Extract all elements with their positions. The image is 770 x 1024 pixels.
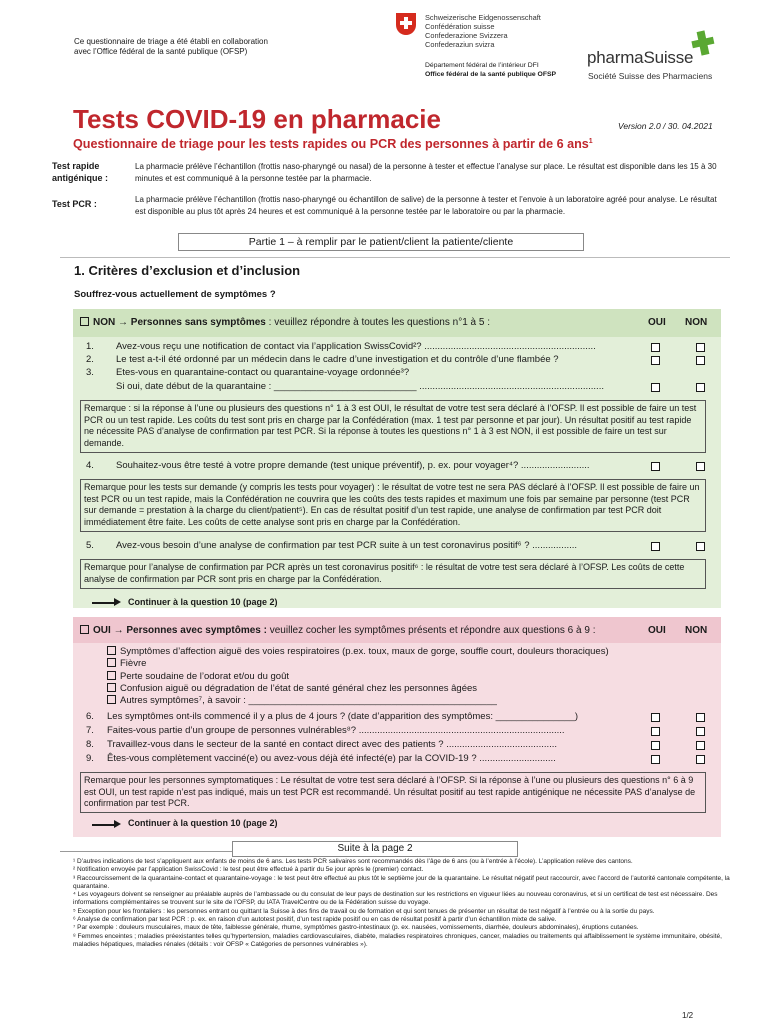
symptom-item[interactable]: Autres symptômes⁷, à savoir : _______________________________________________ — [107, 695, 609, 707]
oui-checkbox[interactable] — [80, 625, 89, 634]
q7-oui-checkbox[interactable] — [651, 727, 660, 736]
q4-oui-checkbox[interactable] — [651, 462, 660, 471]
col-oui-header-2: OUI — [648, 625, 666, 636]
q7-non-checkbox[interactable] — [696, 727, 705, 736]
page-subtitle: Questionnaire de triage pour les tests rapides ou PCR des personnes à partir de 6 ans$^1$ — [73, 137, 593, 151]
page-number: 1/2 — [682, 1011, 694, 1020]
confederation-lines: Schweizerische Eidgenossenschaft Confédération suisse Confederazione Svizzera Confederaziun svizra — [425, 13, 541, 49]
symptom-item[interactable]: Fièvre — [107, 658, 609, 670]
symptom-item[interactable]: Confusion aiguë ou dégradation de l’état de santé général chez les personnes âgées — [107, 683, 609, 695]
continue-link[interactable]: Continuer à la question 10 (page 2) — [128, 597, 278, 607]
q8-non-checkbox[interactable] — [696, 741, 705, 750]
symptoms-question: Souffrez-vous actuellement de symptômes ? — [74, 289, 276, 300]
arrow-head-icon — [114, 820, 121, 828]
footnote: ⁴ Les voyageurs doivent se renseigner au préalable auprès de l’ambassade ou du consulat de leur pays de destination sur les restrictions en vigueur liées au nouveau coronavirus, et si un certificat de test est nécessaire. Des informations complémentaires se trouvent sur le site de l’OFSP, du IATA TravelCentre ou de la Fédération suisse du voyage. — [73, 891, 718, 907]
q3-oui-checkbox[interactable] — [651, 383, 660, 392]
next-page-banner[interactable]: Suite à la page 2 — [232, 841, 518, 857]
q8-oui-checkbox[interactable] — [651, 741, 660, 750]
col-non-header-2: NON — [685, 625, 708, 636]
arrow-head-icon — [114, 598, 121, 606]
col-non-header: NON — [685, 317, 708, 328]
definition-term-rapid: Test rapide antigénique : — [52, 161, 108, 183]
definition-text-pcr: La pharmacie prélève l’échantillon (frottis naso-pharyngé ou échantillon de salive) de la personne à tester et l’envoie à un laboratoire agréé pour analyse. Le résultat est disponible au plus tôt après 24 heures et est communiqué à la personne testée par le laboratoire ou par la pharmacie. — [135, 195, 717, 216]
pharmasuisse-cross-icon — [690, 29, 716, 59]
pharmasuisse-logo: pharmaSuisse — [587, 48, 694, 67]
footnote: ² Notification envoyée par l’application SwissCovid : le test peut être effectué à partir du 5e jour après le (premier) contact. — [73, 866, 424, 874]
col-oui-header: OUI — [648, 317, 666, 328]
q3-non-checkbox[interactable] — [696, 383, 705, 392]
q6-oui-checkbox[interactable] — [651, 713, 660, 722]
definition-text-rapid: La pharmacie prélève l’échantillon (frottis naso-pharyngé ou nasal) de la personne à tester et effectue l’analyse sur place. Le résultat est disponible dans les 15 à 30 minutes et est communiqué à la personne testée par la pharmacie. — [135, 162, 717, 183]
swiss-flag-icon — [396, 13, 416, 35]
footnote: ⁵ Exception pour les frontaliers : les personnes entrant ou quittant la Suisse à des fins de travail ou de formation et qui sont tenues de présenter un résultat de test négatif à l’entrée ou à la sortie du pays. — [73, 907, 655, 915]
q9-oui-checkbox[interactable] — [651, 755, 660, 764]
non-header: NON → Personnes sans symptômes : veuillez répondre à toutes les questions n°1 à 5 : — [80, 317, 490, 328]
symptom-item[interactable]: Symptômes d’affection aiguë des voies respiratoires (p.ex. toux, maux de gorge, souffle court, douleurs thoraciques) — [107, 646, 609, 658]
q9-non-checkbox[interactable] — [696, 755, 705, 764]
footnotes — [73, 858, 731, 949]
symptom-item[interactable]: Perte soudaine de l’odorat et/ou du goût — [107, 671, 609, 683]
q2-non-checkbox[interactable] — [696, 356, 705, 365]
footnote: ³ Raccourcissement de la quarantaine-contact et quarantaine-voyage : le test peut être effectué au plus tôt le septième jour de la quarantaine. Le résultat négatif peut raccourcir, avec l’accord de l’autorité cantonale compétente, la quarantaine. — [73, 874, 730, 890]
department-lines: Département fédéral de l’intérieur DFI Office fédéral de la santé publique OFSP — [425, 62, 557, 78]
remark-4: Remarque pour les personnes symptomatiques : Le résultat de votre test sera déclaré à l’OFSP. Si la réponse à l’une ou plusieurs des questions n° 6 à 9 est OUI, un test rapide n’est pas indiqué, mais un test PCR est recommandé. Un résultat positif au test rapide antigénique ne nécessite PAS d’analyse de confirmation par test PCR. — [80, 772, 706, 813]
q6-non-checkbox[interactable] — [696, 713, 705, 722]
continue-link-2[interactable]: Continuer à la question 10 (page 2) — [128, 818, 278, 828]
q2-oui-checkbox[interactable] — [651, 356, 660, 365]
q1-oui-checkbox[interactable] — [651, 343, 660, 352]
section-title: 1. Critères d’exclusion et d’inclusion — [74, 263, 301, 278]
arrow-icon — [92, 824, 116, 826]
remark-3: Remarque pour l’analyse de confirmation par PCR après un test coronavirus positif⁶ : le résultat de votre test sera déclaré à l’OFSP. Les coûts de cette analyse de confirmation par PCR sont pris en charge par la Confédération. — [80, 559, 706, 589]
divider — [60, 257, 730, 258]
non-checkbox[interactable] — [80, 317, 89, 326]
q1-non-checkbox[interactable] — [696, 343, 705, 352]
arrow-icon — [92, 602, 116, 604]
footnote: ⁶ Analyse de confirmation par test PCR : p. ex. en raison d’un autotest positif, d’un test rapide positif ou en cas de résultat positif à partir d’un échantillon mixte de salive. — [73, 916, 557, 924]
page-title: Tests COVID-19 en pharmacie — [73, 104, 441, 134]
symptom-list — [107, 646, 609, 707]
part-banner: Partie 1 – à remplir par le patient/client la patiente/cliente — [178, 233, 584, 251]
footnote-divider — [60, 851, 232, 852]
footnote: ⁷ Par exemple : douleurs musculaires, maux de tête, faiblesse générale, rhume, symptômes gastro-intestinaux (p. ex. nausées, vomissements, diarrhée, douleurs abdominales), éruptions cutanées. — [73, 924, 639, 932]
q4-non-checkbox[interactable] — [696, 462, 705, 471]
remark-2: Remarque pour les tests sur demande (y compris les tests pour voyager) : le résultat de votre test ne sera PAS déclaré à l’OFSP. Il est possible de faire un test PCR ou un test rapide, mais la Confédération ne couvrira que les coûts des tests rapides et maximum une fois par semaine par personne (test PCR sur demande = prestation à la charge du client/patient⁵). En cas de résultat positif d’un test rapide, une analyse de confirmation par test PCR doit immédiatement être faite. Les coûts de cette analyse sont pris en charge par la Confédération. — [80, 479, 706, 532]
version-label: Version 2.0 / 30. 04.2021 — [618, 121, 713, 131]
q5-non-checkbox[interactable] — [696, 542, 705, 551]
remark-1: Remarque : si la réponse à l’une ou plusieurs des questions n° 1 à 3 est OUI, le résultat de votre test sera déclaré à l’OFSP. Il est possible de faire un test PCR ou un test rapide. Les coûts du test sont pris en charge par la Confédération (max. 1 test par personne et par jour). Un résultat positif au test rapide ne nécessite PAS d’analyse de confirmation par test PCR. Si la réponse à toutes les questions n° 1 à 3 est NON, il est possible de faire un test sur demande. — [80, 400, 706, 453]
footnote: ¹ D’autres indications de test s’appliquent aux enfants de moins de 6 ans. Les tests PCR salivaires sont recommandés dès l’âge de 6 ans (ou à l’entrée à l’école). L’application relève des cantons. — [73, 858, 633, 865]
intro-text: Ce questionnaire de triage a été établi en collaboration avec l’Office fédéral de la santé publique (OFSP) — [74, 37, 268, 56]
oui-header: OUI → Personnes avec symptômes : veuillez cocher les symptômes présents et répondre aux questions 6 à 9 : — [80, 625, 595, 636]
footnote: ⁸ Femmes enceintes ; maladies préexistantes telles qu’hypertension, maladies cardiovasculaires, diabète, maladies respiratoires chroniques, cancer, maladies ou traitements qui affaiblissement le système immunitaire, obésité, maladies hépatiques, maladies rénales (détails : voir OFSP « Catégories de personnes vulnérables »). — [73, 932, 722, 948]
definition-term-pcr: Test PCR : — [52, 199, 97, 209]
q5-oui-checkbox[interactable] — [651, 542, 660, 551]
pharmasuisse-subtitle: Société Suisse des Pharmaciens — [588, 71, 713, 81]
